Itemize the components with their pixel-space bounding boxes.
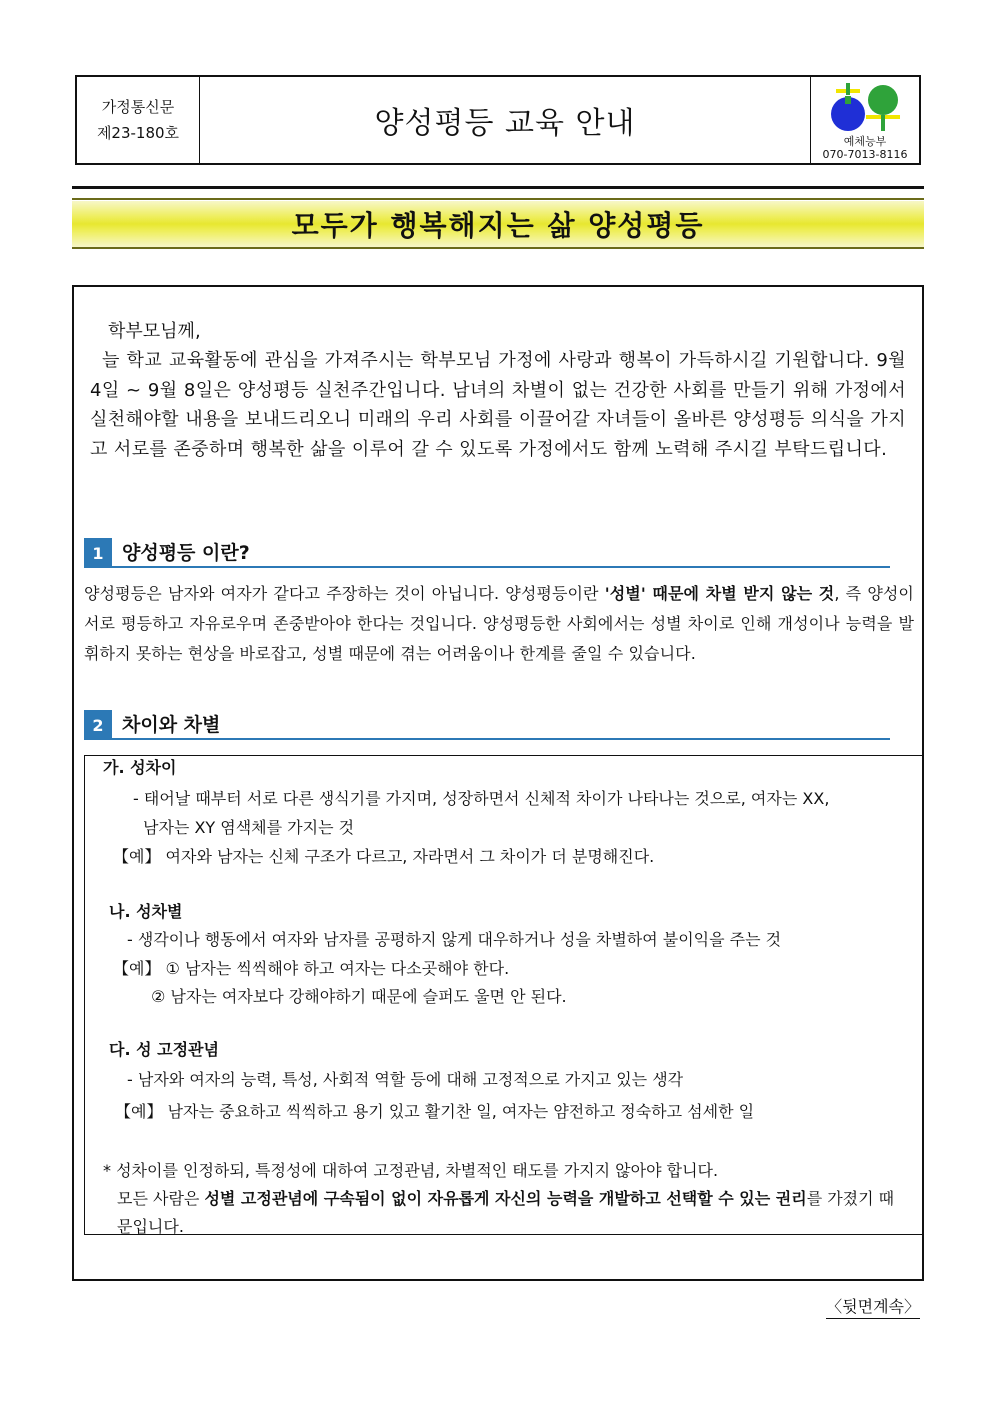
section1-text-bold: '성별' 때문에 차별 받지 않는 것 bbox=[604, 584, 835, 603]
note-line2 bbox=[117, 1185, 909, 1241]
section1-underline bbox=[84, 566, 890, 568]
section2-number: 2 bbox=[84, 710, 112, 740]
subsection-c-line1: - 남자와 여자의 능력, 특성, 사회적 역할 등에 대해 고정적으로 가지고 있는 생각 bbox=[127, 1070, 684, 1089]
subsection-b-example2: ② 남자는 여자보다 강해야하기 때문에 슬퍼도 울면 안 된다. bbox=[151, 987, 567, 1006]
banner-title: 모두가 행복해지는 삶 양성평등 bbox=[291, 209, 705, 242]
section2-title: 차이와 차별 bbox=[122, 714, 221, 736]
section1-header bbox=[84, 534, 890, 568]
section2-header bbox=[84, 706, 890, 740]
section1-title: 양성평등 이란? bbox=[122, 542, 250, 564]
subsection-c-heading: 다. 성 고정관념 bbox=[109, 1040, 219, 1059]
section1-number: 1 bbox=[84, 538, 112, 568]
subsection-a-heading: 가. 성차이 bbox=[103, 758, 177, 777]
department-name: 예체능부 bbox=[843, 135, 887, 148]
intro-paragraph bbox=[90, 346, 906, 464]
section1-text-b: , 즉 양성이 서로 평등하고 자유로우며 존중받아야 한다는 것입니다. 양성평등한 사회에서는 성별 차이로 인해 개성이나 능력을 발휘하지 못하는 현상을 바로잡고, 성별 때문에 겪는 어려움이나 한계를 줄일 수 있습니다. bbox=[84, 584, 914, 663]
subsection-c-example: 【예】 남자는 중요하고 씩씩하고 용기 있고 활기찬 일, 여자는 얌전하고 정숙하고 섬세한 일 bbox=[115, 1102, 755, 1121]
banner-bottom-line bbox=[72, 247, 924, 249]
greeting: 학부모님께, bbox=[108, 321, 201, 342]
subsection-a-line1: - 태어날 때부터 서로 다른 생식기를 가지며, 성장하면서 신체적 차이가 나타나는 것으로, 여자는 XX, bbox=[133, 789, 830, 808]
top-rule bbox=[72, 186, 924, 189]
section1-body bbox=[84, 579, 914, 669]
note-text-bold: 성별 고정관념에 구속됨이 없이 자유롭게 자신의 능력을 개발하고 선택할 수 있는 권리 bbox=[204, 1189, 807, 1208]
header-table bbox=[75, 75, 921, 165]
note-line1: * 성차이를 인정하되, 특정성에 대하여 고정관념, 차별적인 태도를 가지지 않아야 합니다. bbox=[103, 1161, 719, 1180]
difference-discrimination-box bbox=[84, 755, 922, 1235]
notice-number-cell bbox=[77, 77, 200, 163]
subsection-a-line2: 남자는 XY 염색체를 가지는 것 bbox=[143, 818, 355, 837]
notice-label: 가정통신문 bbox=[101, 98, 175, 116]
intro-text: 늘 학교 교육활동에 관심을 가져주시는 학부모님 가정에 사랑과 행복이 가득하시길 기원합니다. 9월 4일 ~ 9월 8일은 양성평등 실천주간입니다. 남녀의 차별이 없는 건강한 사회를 만들기 위해 가정에서 실천해야할 내용을 보내드리오니 미래의 우리 사회를 이끌어갈 자녀들이 올바른 양성평등 의식을 가지고 서로를 존중하며 행복한 삶을 이루어 갈 수 있도록 가정에서도 함께 노력해 주시길 부탁드립니다. bbox=[90, 350, 906, 460]
section2-underline bbox=[84, 738, 890, 740]
document-title: 양성평등 교육 안내 bbox=[200, 77, 811, 163]
continued-on-back: 〈뒷면계속〉 bbox=[826, 1294, 920, 1319]
subsection-b-line1: - 생각이나 행동에서 여자와 남자를 공평하지 않게 대우하거나 성을 차별하여 불이익을 주는 것 bbox=[127, 930, 782, 949]
banner bbox=[72, 201, 924, 247]
banner-top-line bbox=[72, 198, 924, 200]
subsection-b-example1: 【예】 ① 남자는 씩씩해야 하고 여자는 다소곳해야 한다. bbox=[113, 959, 510, 978]
note-text-b: 를 가졌기 때문입니다. bbox=[117, 1189, 895, 1236]
notice-number: 제23-180호 bbox=[96, 124, 180, 142]
subsection-a-example: 【예】 여자와 남자는 신체 구조가 다르고, 자라면서 그 차이가 더 분명해진다. bbox=[113, 847, 655, 866]
note-text-a: 모든 사람은 bbox=[117, 1189, 205, 1208]
logo-cell bbox=[811, 77, 919, 163]
department-phone: 070-7013-8116 bbox=[822, 148, 908, 161]
section1-text-a: 양성평등은 남자와 여자가 같다고 주장하는 것이 아닙니다. 양성평등이란 bbox=[84, 584, 605, 603]
school-logo bbox=[828, 83, 902, 133]
subsection-b-heading: 나. 성차별 bbox=[109, 902, 183, 921]
